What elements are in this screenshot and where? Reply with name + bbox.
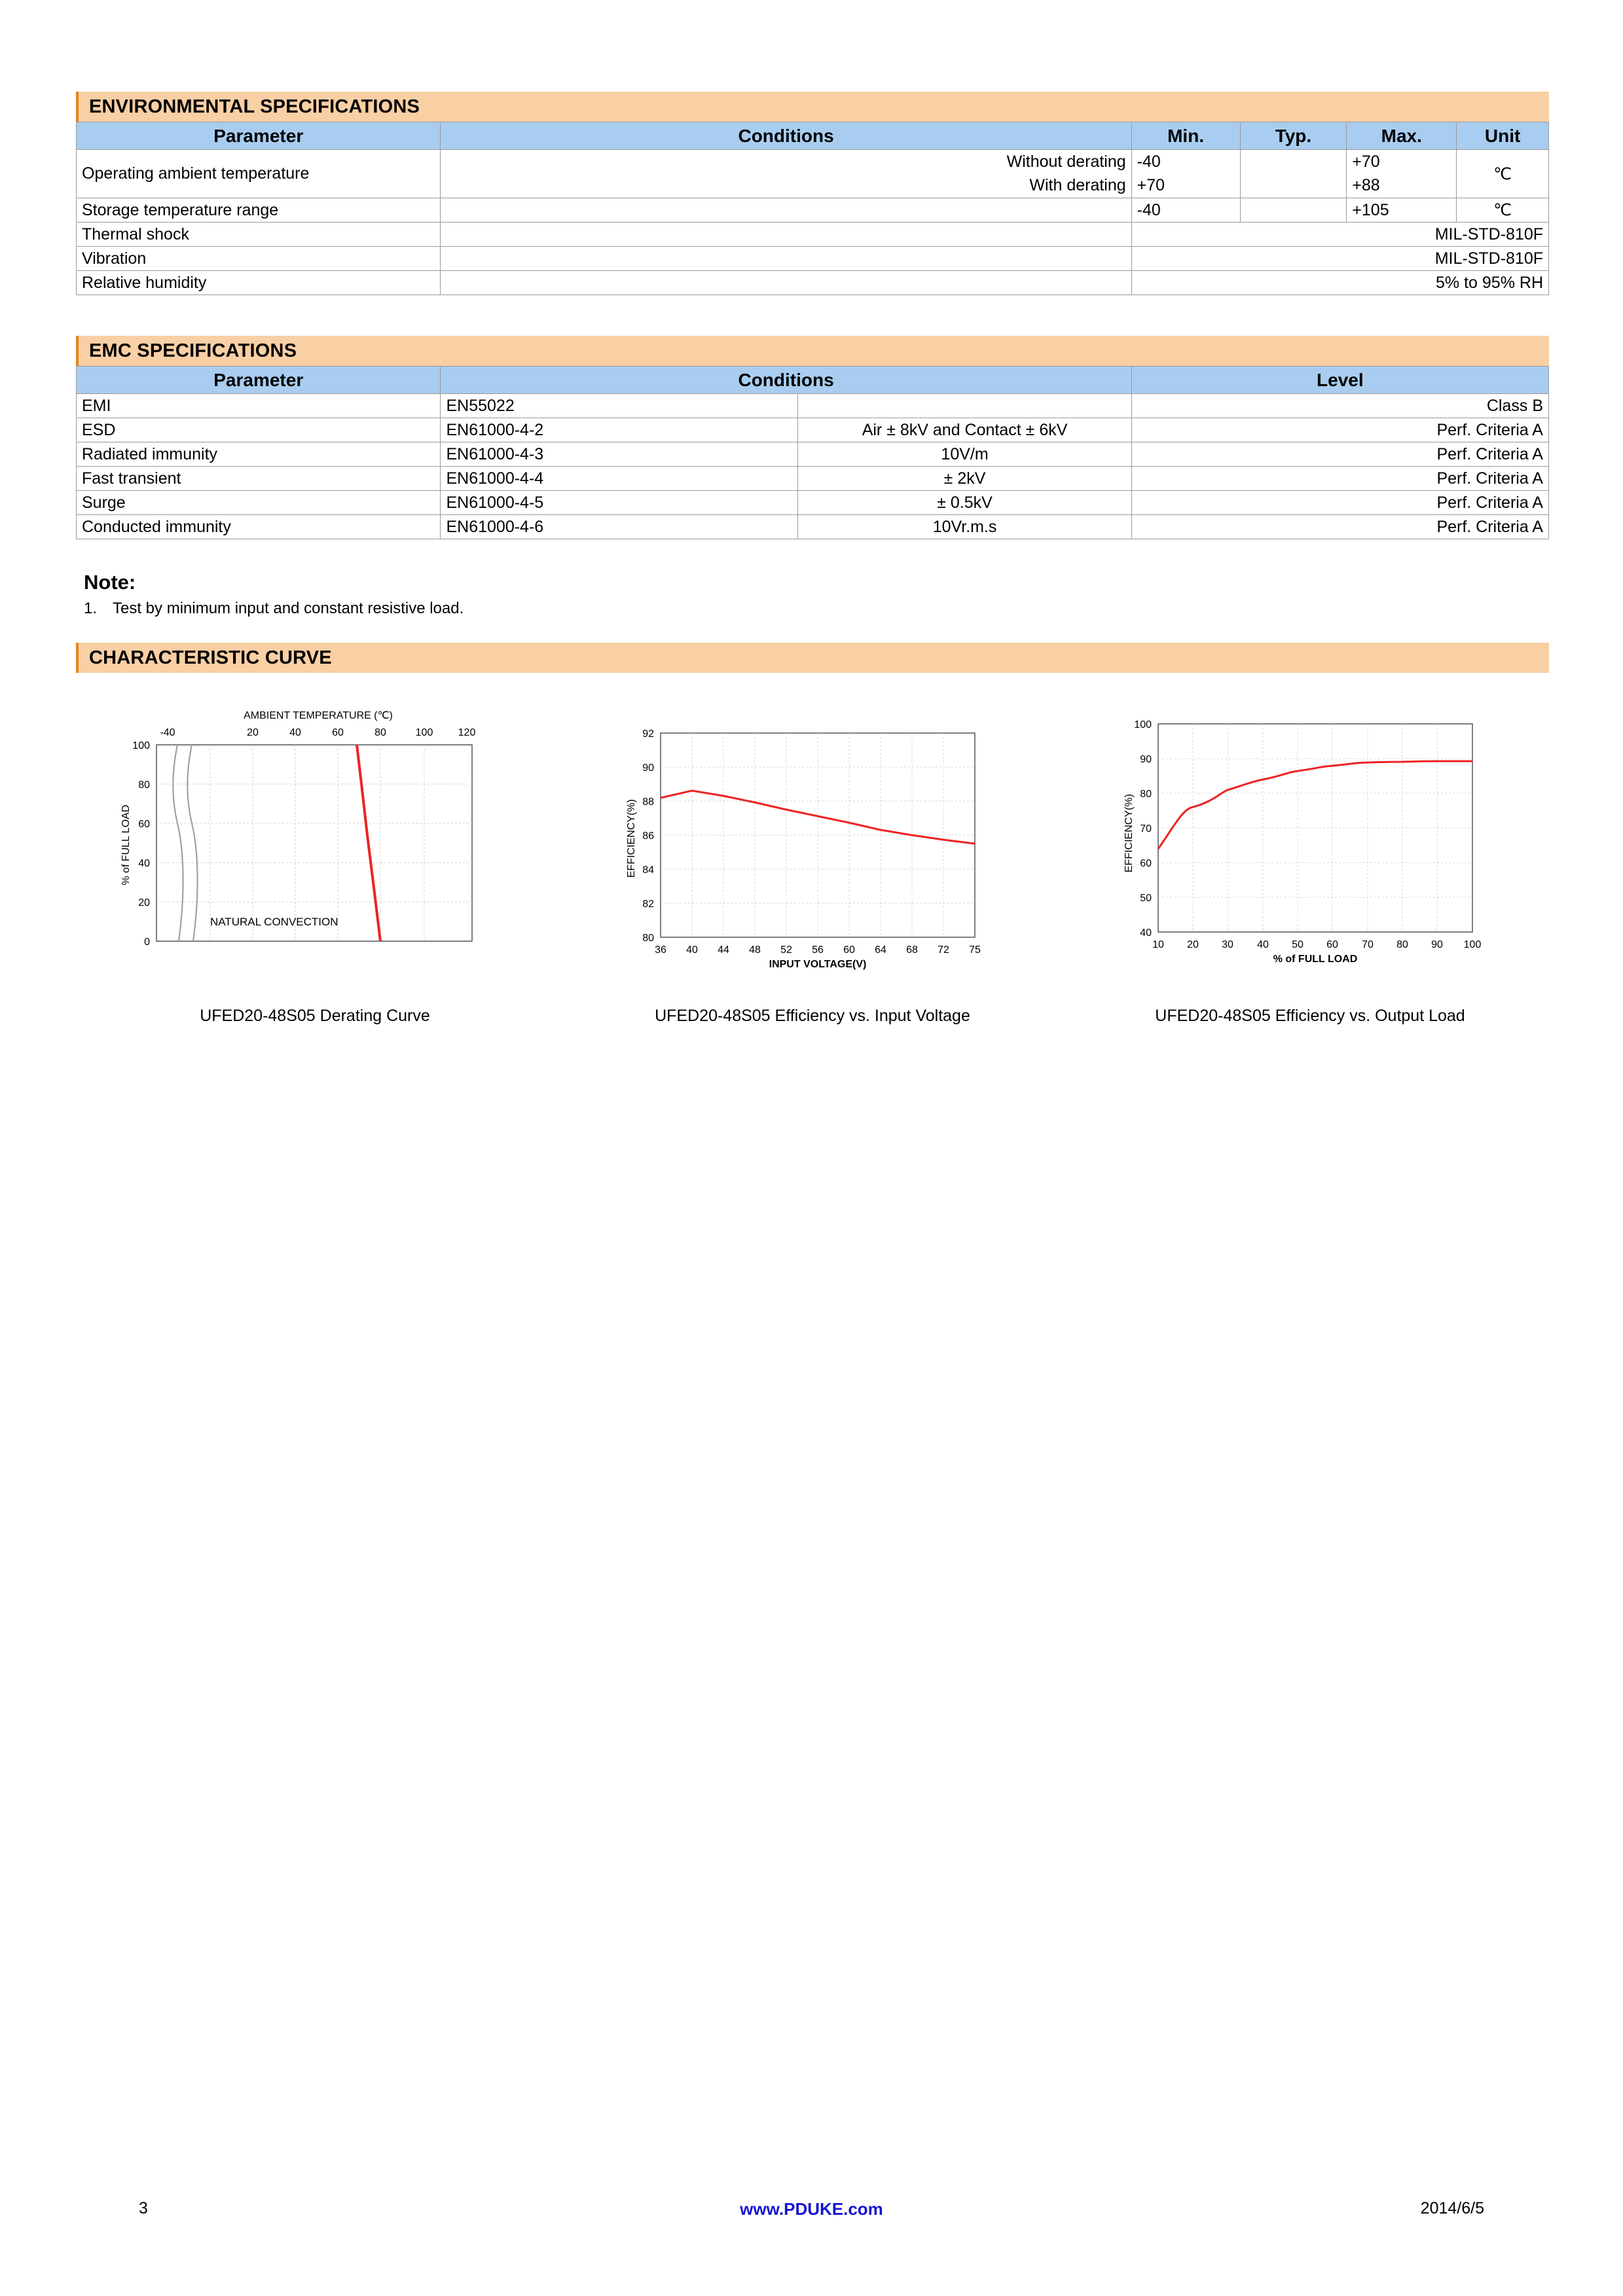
- svg-text:80: 80: [642, 933, 654, 944]
- cell-detail: 10V/m: [798, 442, 1131, 467]
- derating-xlabel: AMBIENT TEMPERATURE (℃): [244, 710, 393, 721]
- cell-level: Perf. Criteria A: [1131, 442, 1548, 467]
- svg-text:20: 20: [1187, 939, 1199, 950]
- cell-standard: EN55022: [441, 394, 798, 418]
- cell-level: Perf. Criteria A: [1131, 467, 1548, 491]
- eff-input-ylabel: EFFICIENCY(%): [626, 799, 637, 878]
- page-content: [76, 92, 1549, 1026]
- cell-typ-without-derating: [1240, 150, 1347, 174]
- svg-text:40: 40: [1257, 939, 1269, 950]
- table-row: [77, 515, 1549, 539]
- cell-parameter: Vibration: [77, 247, 441, 271]
- cell-max-without-derating: +70: [1347, 150, 1457, 174]
- efficiency-load-svg: [1074, 704, 1546, 992]
- cell-max-with-derating: +88: [1347, 174, 1457, 198]
- cell-parameter: Conducted immunity: [77, 515, 441, 539]
- table-header-row: [77, 122, 1549, 150]
- svg-text:64: 64: [875, 944, 886, 956]
- cell-standard: EN61000-4-3: [441, 442, 798, 467]
- cell-typ: [1240, 198, 1347, 223]
- svg-text:36: 36: [655, 944, 666, 956]
- svg-text:52: 52: [780, 944, 792, 956]
- chart-caption-efficiency-input: UFED20-48S05 Efficiency vs. Input Voltage: [655, 1007, 970, 1025]
- cell-parameter: EMI: [77, 394, 441, 418]
- col-conditions: Conditions: [441, 367, 1131, 394]
- environmental-specifications-table: [76, 122, 1549, 295]
- note-title: Note:: [84, 571, 136, 594]
- efficiency-input-svg: [577, 704, 1048, 992]
- col-level: Level: [1131, 367, 1548, 394]
- cell-parameter: Surge: [77, 491, 441, 515]
- svg-text:84: 84: [642, 865, 654, 876]
- svg-text:30: 30: [1222, 939, 1233, 950]
- characteristic-curve-section-title: CHARACTERISTIC CURVE: [89, 647, 332, 668]
- svg-text:60: 60: [1140, 858, 1152, 869]
- note-item: [76, 600, 1549, 618]
- eff-load-xlabel: % of FULL LOAD: [1273, 954, 1358, 965]
- cell-standard: EN61000-4-6: [441, 515, 798, 539]
- svg-text:90: 90: [1431, 939, 1443, 950]
- eff-input-xlabel: INPUT VOLTAGE(V): [769, 959, 867, 970]
- cell-standard: EN61000-4-5: [441, 491, 798, 515]
- characteristic-curve-section-header: [76, 643, 1549, 673]
- svg-text:80: 80: [1140, 789, 1152, 800]
- table-row: [77, 223, 1549, 247]
- chart-caption-derating: UFED20-48S05 Derating Curve: [200, 1007, 430, 1025]
- cell-parameter: Radiated immunity: [77, 442, 441, 467]
- table-row: [77, 442, 1549, 467]
- spacer: [76, 295, 1549, 336]
- website-link[interactable]: www.PDUKE.com: [740, 2199, 883, 2219]
- cell-conditions: [441, 198, 1131, 223]
- svg-text:100: 100: [415, 727, 433, 738]
- cell-detail: Air ± 8kV and Contact ± 6kV: [798, 418, 1131, 442]
- cell-standard: EN61000-4-2: [441, 418, 798, 442]
- col-max: Max.: [1347, 122, 1457, 150]
- svg-text:80: 80: [374, 727, 386, 738]
- chart-efficiency-vs-output-load: [1071, 704, 1549, 1026]
- svg-text:60: 60: [843, 944, 855, 956]
- characteristic-curve-charts: [76, 704, 1549, 1026]
- svg-text:10: 10: [1152, 939, 1164, 950]
- svg-text:44: 44: [718, 944, 729, 956]
- cell-parameter: Storage temperature range: [77, 198, 441, 223]
- emc-section-header: [76, 336, 1549, 366]
- svg-text:100: 100: [1134, 719, 1152, 730]
- svg-text:100: 100: [1463, 939, 1482, 950]
- table-row: [77, 150, 1549, 174]
- table-row: [77, 271, 1549, 295]
- derating-annotation: NATURAL CONVECTION: [210, 916, 338, 928]
- svg-text:92: 92: [642, 728, 654, 740]
- svg-text:82: 82: [642, 899, 654, 910]
- svg-text:40: 40: [686, 944, 698, 956]
- cell-min-without-derating: -40: [1131, 150, 1240, 174]
- table-row: [77, 418, 1549, 442]
- cell-conditions: [441, 223, 1131, 247]
- chart-derating-curve: [76, 704, 554, 1026]
- cell-min-with-derating: +70: [1131, 174, 1240, 198]
- svg-text:0: 0: [144, 937, 150, 948]
- table-header-row: [77, 367, 1549, 394]
- cell-min: -40: [1131, 198, 1240, 223]
- svg-text:60: 60: [332, 727, 344, 738]
- cell-detail: ± 0.5kV: [798, 491, 1131, 515]
- cell-detail: [798, 394, 1131, 418]
- note-item-number: 1.: [84, 600, 98, 617]
- svg-text:20: 20: [138, 897, 150, 908]
- cell-unit-operating-temp: ℃: [1457, 150, 1549, 198]
- cell-parameter: ESD: [77, 418, 441, 442]
- svg-text:68: 68: [906, 944, 918, 956]
- svg-text:100: 100: [132, 740, 150, 751]
- cell-level: Perf. Criteria A: [1131, 418, 1548, 442]
- cell-conditions-without-derating: Without derating: [441, 150, 1131, 174]
- cell-detail: ± 2kV: [798, 467, 1131, 491]
- svg-text:40: 40: [289, 727, 301, 738]
- col-conditions: Conditions: [441, 122, 1131, 150]
- svg-text:90: 90: [1140, 754, 1152, 765]
- cell-parameter: Relative humidity: [77, 271, 441, 295]
- document-date: 2014/6/5: [1420, 2199, 1484, 2217]
- svg-text:48: 48: [749, 944, 761, 956]
- eff-load-ylabel: EFFICIENCY(%): [1123, 794, 1135, 872]
- chart-caption-efficiency-load: UFED20-48S05 Efficiency vs. Output Load: [1155, 1007, 1465, 1025]
- svg-text:40: 40: [138, 858, 150, 869]
- svg-text:70: 70: [1362, 939, 1374, 950]
- svg-text:86: 86: [642, 831, 654, 842]
- note-item-text: Test by minimum input and constant resistive load.: [113, 600, 464, 617]
- cell-unit: ℃: [1457, 198, 1549, 223]
- page-footer: [76, 2199, 1547, 2225]
- cell-standard: EN61000-4-4: [441, 467, 798, 491]
- svg-text:40: 40: [1140, 927, 1152, 939]
- cell-parameter: Fast transient: [77, 467, 441, 491]
- environmental-section-title: ENVIRONMENTAL SPECIFICATIONS: [89, 96, 420, 117]
- page-number: 3: [139, 2199, 148, 2217]
- svg-text:120: 120: [458, 727, 476, 738]
- cell-detail: 10Vr.m.s: [798, 515, 1131, 539]
- cell-level: Class B: [1131, 394, 1548, 418]
- environmental-section-header: [76, 92, 1549, 122]
- svg-text:-40: -40: [160, 727, 175, 738]
- svg-text:70: 70: [1140, 823, 1152, 834]
- table-row: [77, 247, 1549, 271]
- derating-ylabel: % of FULL LOAD: [120, 804, 132, 886]
- svg-text:60: 60: [1326, 939, 1338, 950]
- svg-text:75: 75: [969, 944, 981, 956]
- emc-section-title: EMC SPECIFICATIONS: [89, 340, 297, 361]
- svg-text:60: 60: [138, 819, 150, 830]
- svg-text:20: 20: [247, 727, 259, 738]
- cell-parameter: Operating ambient temperature: [77, 150, 441, 198]
- cell-level: Perf. Criteria A: [1131, 491, 1548, 515]
- table-row: [77, 198, 1549, 223]
- cell-conditions: [441, 247, 1131, 271]
- svg-text:50: 50: [1140, 893, 1152, 904]
- svg-text:88: 88: [642, 797, 654, 808]
- cell-typ-with-derating: [1240, 174, 1347, 198]
- derating-curve-svg: [79, 704, 551, 992]
- cell-level: Perf. Criteria A: [1131, 515, 1548, 539]
- table-row: [77, 467, 1549, 491]
- cell-value: MIL-STD-810F: [1131, 223, 1548, 247]
- svg-text:50: 50: [1292, 939, 1304, 950]
- cell-parameter: Thermal shock: [77, 223, 441, 247]
- svg-text:56: 56: [812, 944, 824, 956]
- table-row: [77, 491, 1549, 515]
- col-typ: Typ.: [1240, 122, 1347, 150]
- svg-text:72: 72: [938, 944, 949, 956]
- cell-conditions-with-derating: With derating: [441, 174, 1131, 198]
- chart-efficiency-vs-input-voltage: [574, 704, 1051, 1026]
- col-parameter: Parameter: [77, 122, 441, 150]
- col-parameter: Parameter: [77, 367, 441, 394]
- cell-max: +105: [1347, 198, 1457, 223]
- svg-text:80: 80: [1396, 939, 1408, 950]
- emc-specifications-table: [76, 366, 1549, 539]
- col-min: Min.: [1131, 122, 1240, 150]
- cell-conditions: [441, 271, 1131, 295]
- svg-text:90: 90: [642, 762, 654, 774]
- table-row: [77, 394, 1549, 418]
- svg-text:80: 80: [138, 780, 150, 791]
- col-unit: Unit: [1457, 122, 1549, 150]
- cell-value: 5% to 95% RH: [1131, 271, 1548, 295]
- cell-value: MIL-STD-810F: [1131, 247, 1548, 271]
